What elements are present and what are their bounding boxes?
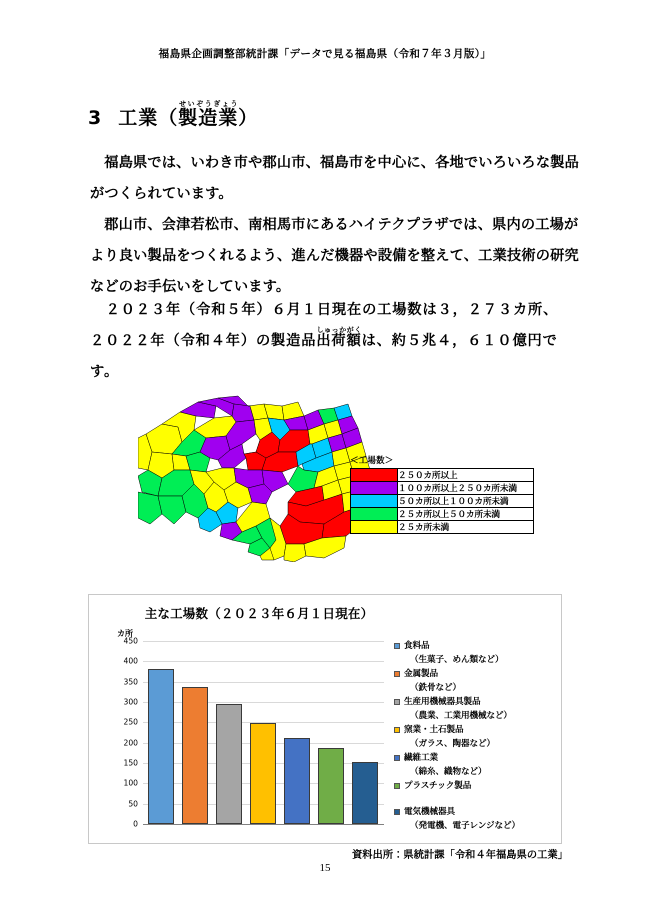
table-row (351, 521, 534, 534)
bar-item[interactable] (352, 762, 378, 824)
y-axis-tick: 250 (123, 717, 138, 727)
legend-range-label: ２５カ所以上５０カ所未満 (398, 508, 534, 521)
list-item (394, 779, 559, 793)
legend-entry-label: 電気機械器具 (404, 807, 455, 817)
list-item (394, 751, 559, 779)
legend-entry-label: 食料品 (404, 641, 430, 651)
list-item (394, 667, 559, 695)
bar-item[interactable] (148, 669, 174, 824)
table-row (351, 469, 534, 482)
legend-entry-sub: （生菓子、めん類など） (410, 655, 504, 665)
source-note: 資料出所：県統計課「令和４年福島県の工業」 (352, 850, 569, 861)
fukushima-choropleth-map (138, 372, 378, 562)
factory-count-bar-chart (88, 594, 562, 844)
y-axis-tick: 300 (123, 697, 138, 707)
bar-item[interactable] (284, 738, 310, 824)
page-number: 15 (319, 862, 331, 874)
map-legend-body (351, 469, 534, 534)
legend-color-swatch (351, 495, 398, 508)
legend-entry (394, 805, 559, 819)
y-axis-tick: 0 (133, 819, 138, 829)
y-axis-tick: 450 (123, 636, 138, 646)
chart-plot-area (122, 636, 384, 829)
legend-entry (394, 695, 559, 709)
map-legend (350, 454, 534, 534)
legend-entry-label: プラスチック製品 (404, 781, 472, 791)
map-legend-table (350, 468, 534, 534)
map-svg (138, 372, 378, 562)
paragraph-3-line-1: ２０２３年（令和５年）６月１日現在の工場数は３，２７３カ所、 (105, 302, 559, 318)
list-item (394, 639, 559, 667)
document-header: 福島県企画調整部統計課「データで見る福島県（令和７年３月版）」 (158, 48, 492, 60)
legend-entry-sub: （鉄骨など） (410, 683, 461, 693)
legend-key-icon (394, 727, 400, 733)
bar-item[interactable] (216, 704, 242, 824)
y-axis-tick: 100 (123, 778, 138, 788)
chart-bars (144, 641, 382, 824)
page-title (88, 100, 258, 130)
section-title-ruby-text: せいぞうぎょう (178, 100, 239, 108)
list-item (394, 805, 559, 833)
legend-entry (394, 667, 559, 681)
chart-legend (394, 639, 559, 833)
paragraph-3-text-a: ２０２２年（令和４年）の製造品 (90, 333, 317, 349)
legend-key-icon (394, 809, 400, 815)
legend-key-icon (394, 671, 400, 677)
section-number: 3 (88, 107, 103, 129)
legend-entry (394, 723, 559, 737)
legend-range-label: １００カ所以上２５０カ所未満 (398, 482, 534, 495)
legend-range-label: ２５カ所未満 (398, 521, 534, 534)
legend-entry (394, 779, 559, 793)
x-axis-line (143, 824, 384, 825)
section-title-ruby (178, 100, 239, 129)
list-item (394, 695, 559, 723)
paragraph-3-ruby-text: しゅっかがく (316, 326, 362, 334)
legend-entry (394, 751, 559, 765)
chart-title: 主な工場数（２０２３年６月１日現在） (144, 606, 374, 621)
table-row (351, 482, 534, 495)
legend-color-swatch (351, 508, 398, 521)
paragraph-1-text: 福島県では、いわき市や郡山市、福島市を中心に、各地でいろいろな製品がつくられています。 (90, 155, 579, 202)
section-title-suffix: ） (238, 107, 259, 129)
legend-entry-label: 繊維工業 (404, 753, 438, 763)
legend-entry-sub: （ガラス、陶器など） (410, 739, 495, 749)
y-axis-tick: 400 (123, 656, 138, 666)
y-axis-tick: 200 (123, 738, 138, 748)
paragraph-1 (90, 148, 580, 210)
bar-item[interactable] (250, 723, 276, 824)
legend-entry-label: 窯業・土石製品 (404, 725, 464, 735)
table-row (351, 495, 534, 508)
legend-entry-label: 金属製品 (404, 669, 438, 679)
paragraph-2-text: 郡山市、会津若松市、南相馬市にあるハイテクプラザでは、県内の工場がより良い製品をつくれるよう、進んだ機器や設備を整えて、工業技術の研究などのお手伝いをしています。 (90, 217, 579, 295)
legend-spacer (394, 793, 559, 805)
paragraph-3-ruby (316, 326, 362, 349)
legend-key-icon (394, 643, 400, 649)
legend-entry-label: 生産用機械器具製品 (404, 697, 481, 707)
legend-entry-sub: （綿糸、織物など） (410, 767, 487, 777)
legend-color-swatch (351, 469, 398, 482)
legend-color-swatch (351, 482, 398, 495)
section-title-prefix: 工業（ (118, 107, 179, 129)
y-axis-tick: 350 (123, 677, 138, 687)
section-title-ruby-base: 製造業 (178, 107, 239, 129)
legend-key-icon (394, 699, 400, 705)
legend-entry-sub: （農業、工業用機械など） (410, 711, 512, 721)
list-item (394, 723, 559, 751)
legend-range-label: ２５０カ所以上 (398, 469, 534, 482)
bar-item[interactable] (182, 687, 208, 824)
y-axis-unit-label: カ所 (117, 629, 133, 638)
legend-entry-sub: （発電機、電子レンジなど） (410, 821, 520, 831)
bar-item[interactable] (318, 748, 344, 825)
factory-count-map-block (110, 372, 550, 567)
paragraph-3-text-b: は、約５兆４，６１０億円です。 (90, 333, 558, 380)
legend-entry (394, 639, 559, 653)
paragraph-3-ruby-base: 出荷額 (316, 333, 362, 349)
map-legend-title: ＜工場数＞ (350, 456, 394, 466)
y-axis-tick: 150 (123, 758, 138, 768)
legend-key-icon (394, 755, 400, 761)
legend-range-label: ５０カ所以上１００カ所未満 (398, 495, 534, 508)
paragraph-2 (90, 210, 580, 303)
table-row (351, 508, 534, 521)
legend-key-icon (394, 783, 400, 789)
legend-color-swatch (351, 521, 398, 534)
y-axis-tick: 50 (128, 799, 138, 809)
